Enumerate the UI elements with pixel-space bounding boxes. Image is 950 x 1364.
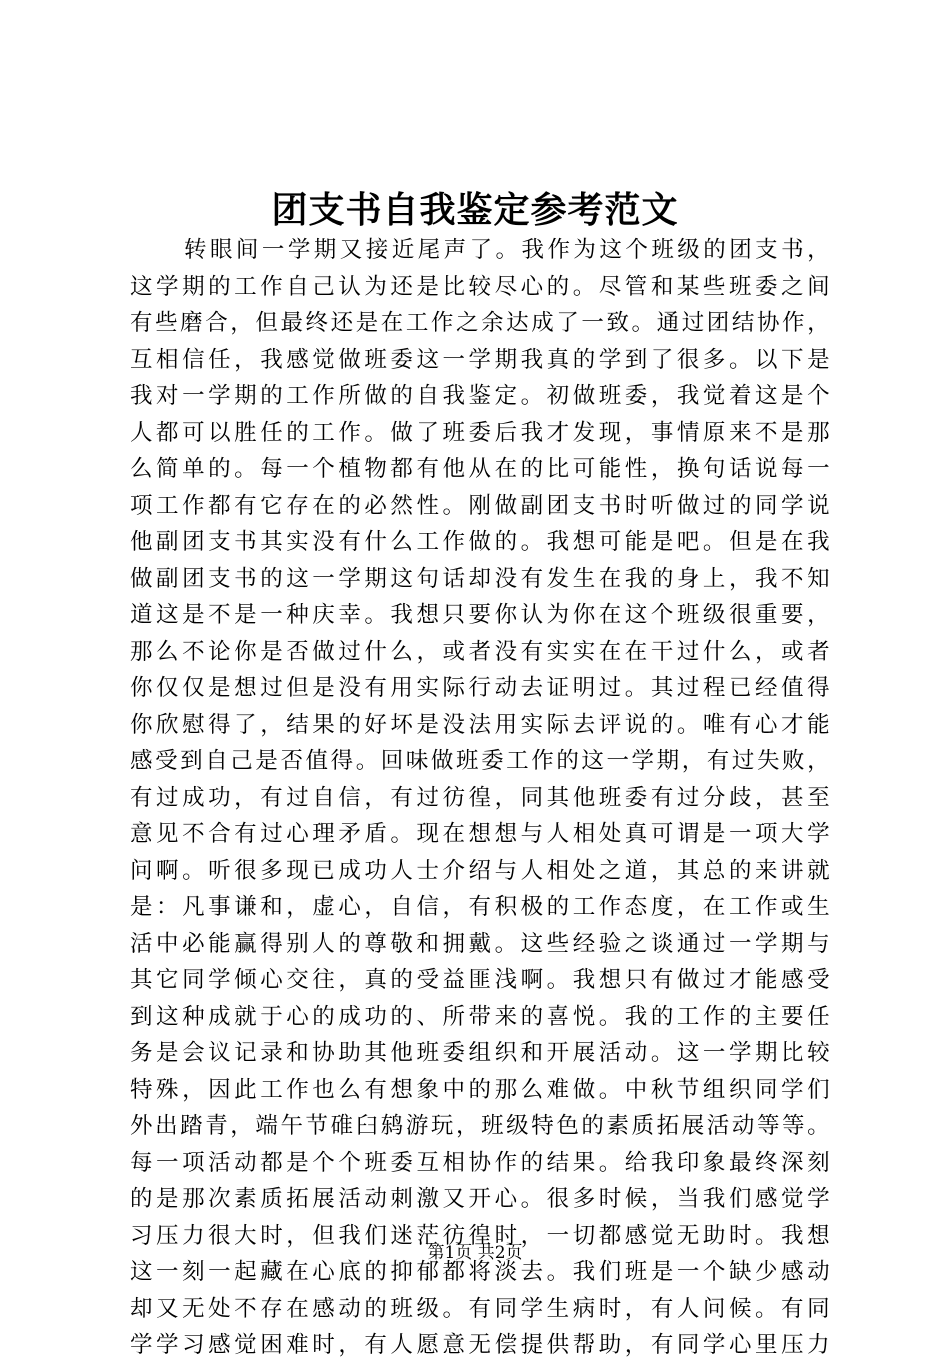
body-line: 特殊，因此工作也么有想象中的那么难做。中秋节组织同学们	[130, 1076, 830, 1103]
body-line: 这一刻一起藏在心底的抑郁都将淡去。我们班是一个缺少感动	[130, 1259, 830, 1285]
body-line: 学学习感觉困难时，有人愿意无偿提供帮助，有同学心里压力	[130, 1332, 830, 1358]
body-line: 问啊。听很多现已成功人士介绍与人相处之道，其总的来讲就	[130, 857, 830, 884]
body-line: 转眼间一学期又接近尾声了。我作为这个班级的团支书，	[184, 237, 830, 263]
body-line: 他副团支书其实没有什么工作做的。我想可能是吧。但是在我	[130, 529, 830, 555]
body-line: 道这是不是一种庆幸。我想只要你认为你在这个班级很重要，	[130, 602, 830, 628]
body-line: 外出踏青，端午节碓臼鸫游玩，班级特色的素质拓展活动等等。	[130, 1113, 830, 1139]
body-line: 感受到自己是否值得。回味做班委工作的这一学期，有过失败，	[130, 748, 830, 774]
body-line: 却又无处不存在感动的班级。有同学生病时，有人问候。有同	[130, 1295, 830, 1322]
document-body	[130, 232, 830, 1364]
body-line: 互相信任，我感觉做班委这一学期我真的学到了很多。以下是	[130, 346, 830, 373]
body-line: 意见不合有过心理矛盾。现在想想与人相处真可谓是一项大学	[130, 821, 830, 847]
body-line: 到这种成就于心的成功的、所带来的喜悦。我的工作的主要任	[130, 1003, 830, 1030]
body-line: 人都可以胜任的工作。做了班委后我才发现，事情原来不是那	[130, 419, 830, 446]
body-line: 务是会议记录和协助其他班委组织和开展活动。这一学期比较	[130, 1040, 830, 1066]
body-line: 每一项活动都是个个班委互相协作的结果。给我印象最终深刻	[130, 1149, 830, 1176]
body-line: 做副团支书的这一学期这句话却没有发生在我的身上，我不知	[130, 565, 830, 592]
body-line: 项工作都有它存在的必然性。刚做副团支书时听做过的同学说	[130, 492, 830, 519]
body-line: 是：凡事谦和，虚心，自信，有积极的工作态度，在工作或生	[130, 894, 830, 920]
body-line: 你欣慰得了，结果的好坏是没法用实际去评说的。唯有心才能	[130, 711, 830, 738]
body-line: 那么不论你是否做过什么，或者没有实实在在干过什么，或者	[130, 638, 830, 665]
document-title: 团支书自我鉴定参考范文	[271, 189, 679, 231]
body-line: 我对一学期的工作所做的自我鉴定。初做班委，我觉着这是个	[130, 383, 830, 409]
body-line: 你仅仅是想过但是没有用实际行动去证明过。其过程已经值得	[130, 675, 830, 701]
body-line: 这学期的工作自己认为还是比较尽心的。尽管和某些班委之间	[130, 273, 830, 300]
body-line: 其它同学倾心交往，真的受益匪浅啊。我想只有做过才能感受	[130, 967, 830, 993]
body-line: 活中必能赢得别人的尊敬和拥戴。这些经验之谈通过一学期与	[130, 930, 830, 957]
body-line: 有过成功，有过自信，有过彷徨，同其他班委有过分歧，甚至	[130, 784, 830, 811]
body-line: 习压力很大时，但我们迷茫彷徨时，一切都感觉无助时。我想	[130, 1222, 830, 1249]
body-line: 的是那次素质拓展活动刺激又开心。很多时候，当我们感觉学	[130, 1186, 830, 1212]
body-line: 有些磨合，但最终还是在工作之余达成了一致。通过团结协作，	[130, 310, 830, 336]
body-line: 么简单的。每一个植物都有他从在的比可能性，换句话说每一	[130, 456, 830, 482]
page-number-footer: 第1页 共2页	[427, 1243, 523, 1263]
